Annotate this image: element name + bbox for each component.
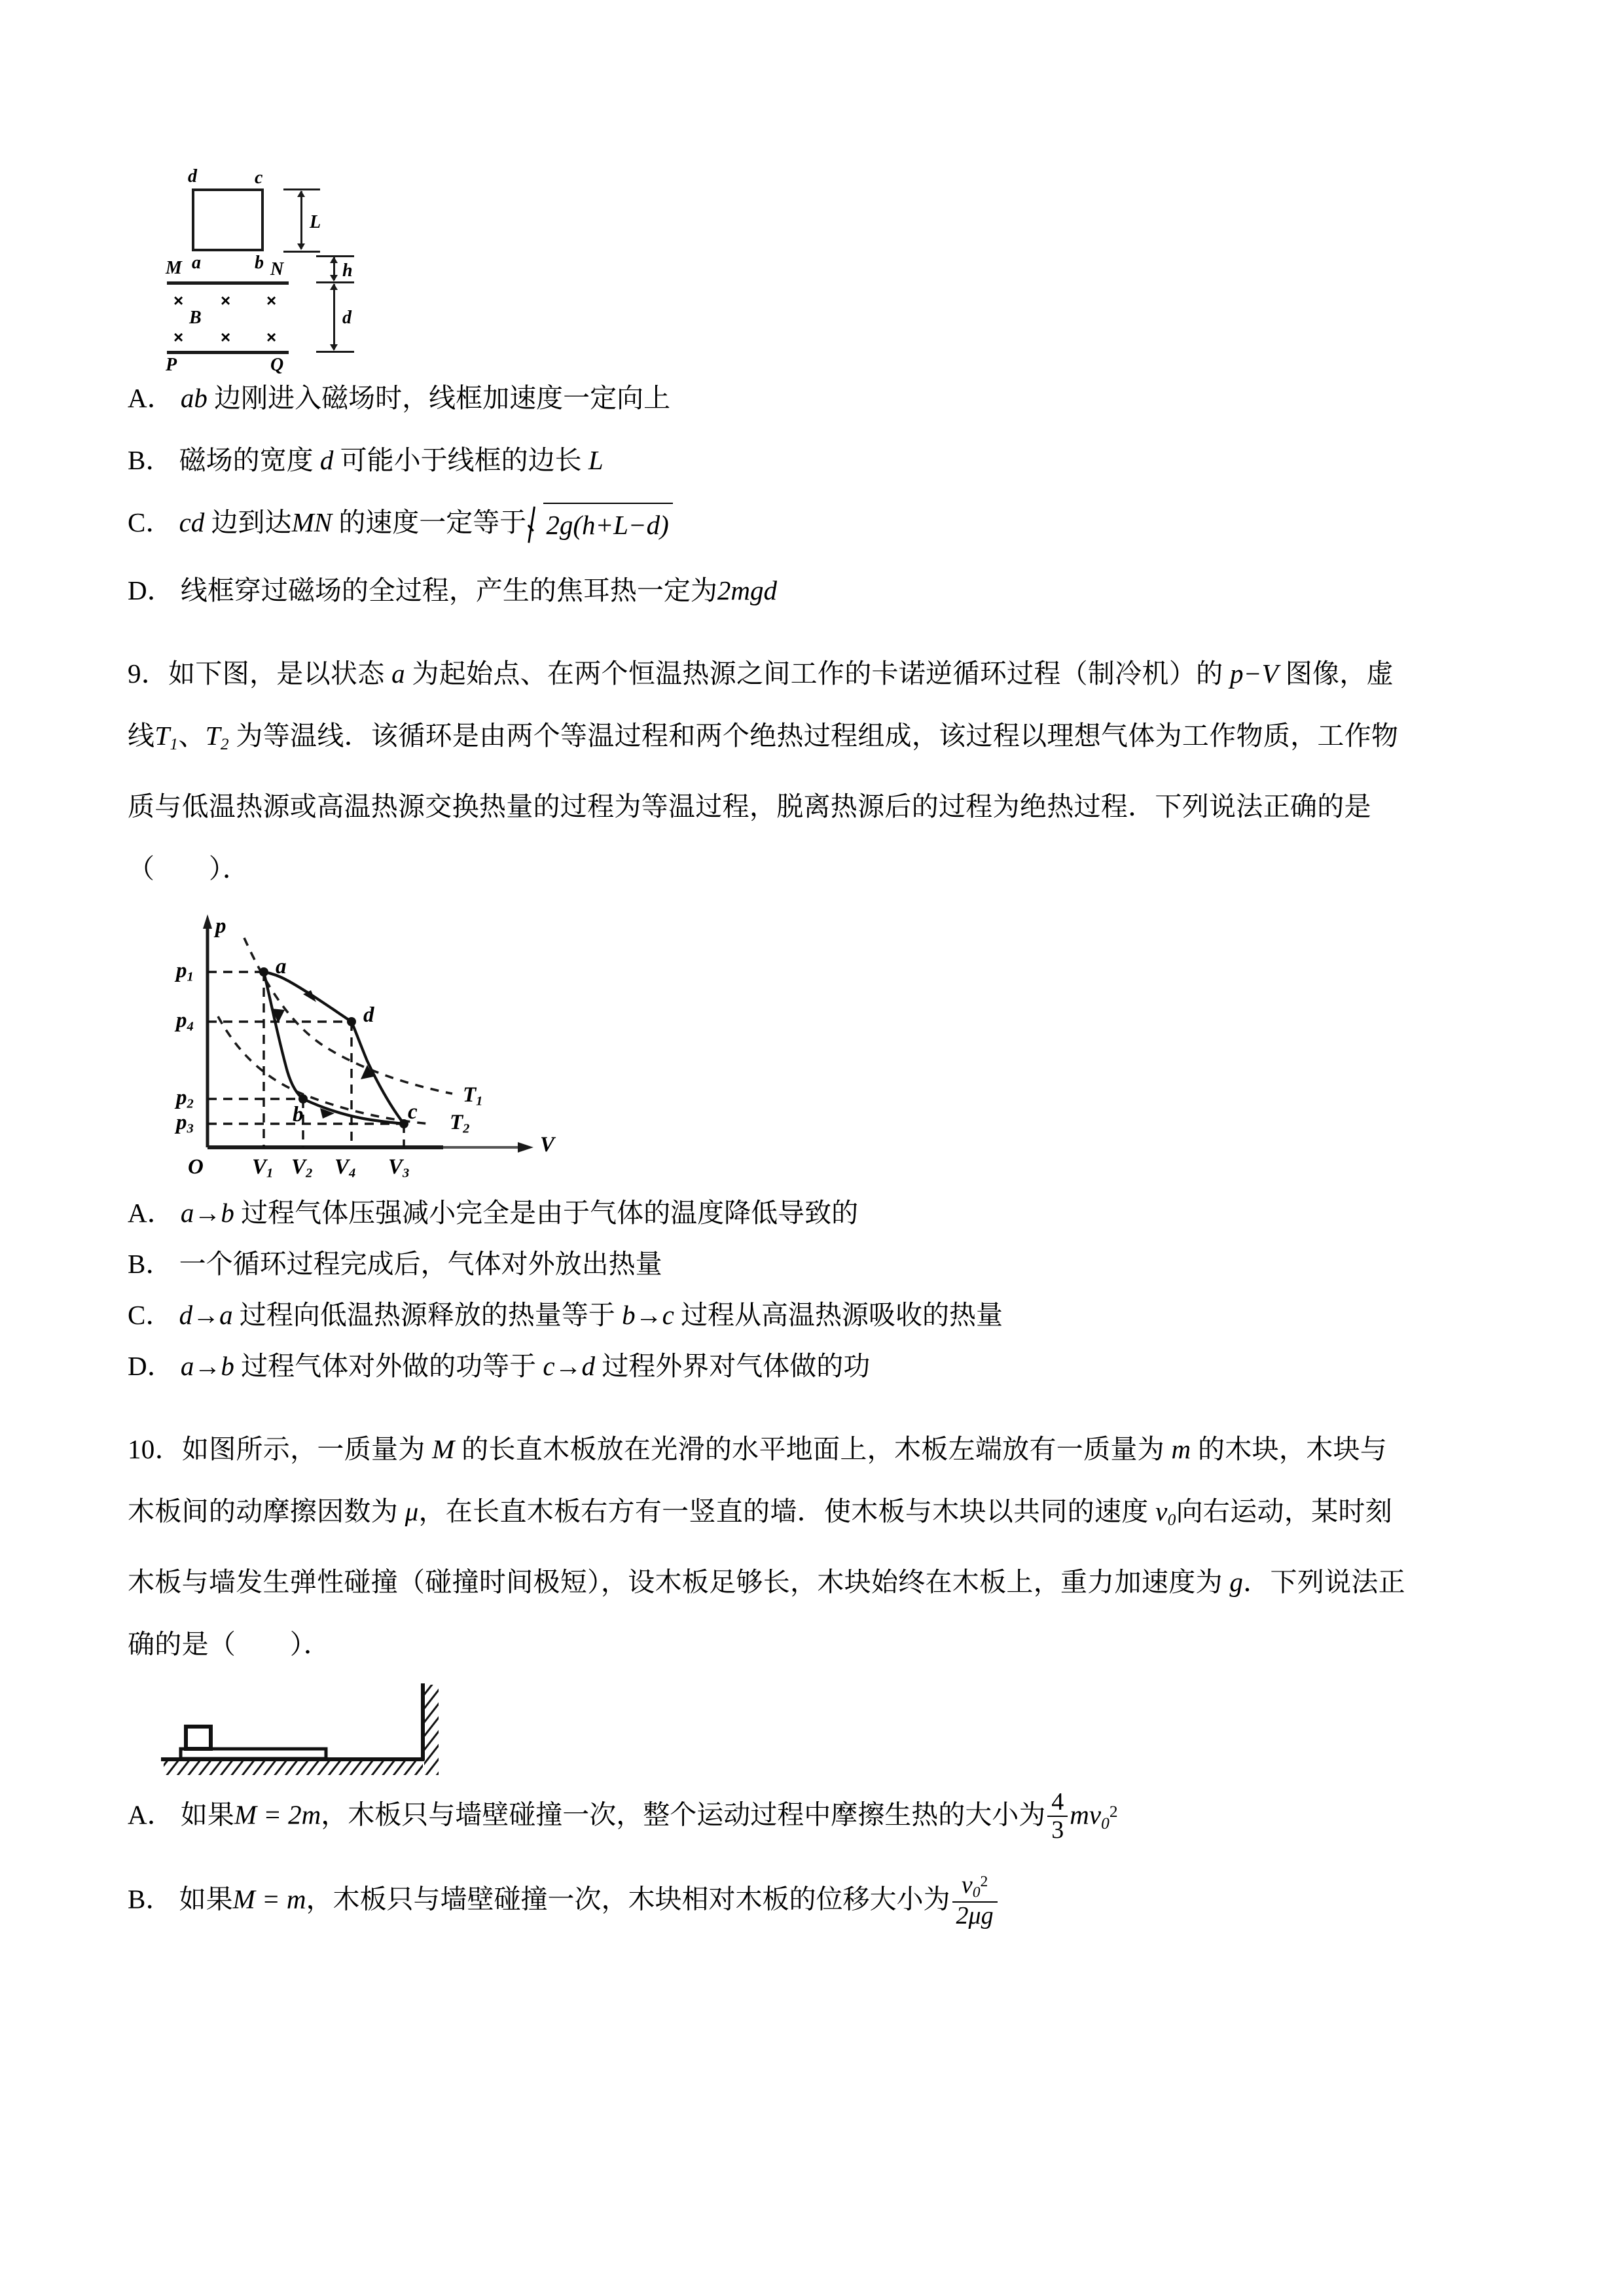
- point-b-marker: [298, 1094, 308, 1103]
- q8-option-c-var-1: cd: [179, 507, 205, 537]
- q8-option-c-var-2: MN: [291, 507, 333, 537]
- q10-stem-3b: ．下列说法正: [1243, 1566, 1405, 1597]
- q9-stem-T1: T: [154, 720, 170, 751]
- pv-tick-p3-base: p: [176, 1110, 187, 1134]
- q10-option-a[interactable]: [128, 1787, 1456, 1848]
- q8-options: [128, 380, 1456, 609]
- q10-stem-2a: 木板间的动摩擦因数为: [128, 1496, 405, 1526]
- rail-N-label: N: [270, 259, 284, 279]
- q9-stem-2b: 、: [178, 720, 206, 751]
- point-c-marker: [399, 1119, 408, 1128]
- q10-option-b-frac-num-v: v: [961, 1871, 973, 1899]
- pv-tick-V2: [291, 1157, 312, 1180]
- dim-h-label: h: [342, 260, 353, 281]
- q8-option-c[interactable]: [128, 504, 1456, 547]
- figure-loop-magnetic-field: [155, 164, 365, 380]
- field-cross-5: ×: [221, 327, 231, 347]
- q8-option-b-letter: B．: [128, 445, 173, 475]
- q9-options: [128, 1194, 1456, 1384]
- pv-tick-V2-base: V: [291, 1155, 306, 1179]
- q10-stem-var-M: M: [432, 1433, 455, 1464]
- q10-option-a-tail: mv: [1070, 1799, 1102, 1830]
- radical-icon: [526, 503, 543, 545]
- pv-T2-base: T: [450, 1110, 463, 1134]
- q10-stem-2c: 向右运动，某时刻: [1176, 1496, 1393, 1526]
- q10-option-a-text-2: ，木板只与墙壁碰撞一次，整个运动过程中摩擦生热的大小为: [321, 1799, 1046, 1830]
- pv-T2-sub: 2: [463, 1121, 470, 1136]
- q8-option-c-text-2: 的速度一定等于: [332, 507, 527, 537]
- pv-tick-V3-base: V: [388, 1155, 403, 1179]
- q10-option-a-frac-num: 4: [1051, 1787, 1064, 1816]
- q10-option-a-frac-den: 3: [1047, 1816, 1068, 1844]
- q10-option-a-equation: M = 2m: [234, 1799, 321, 1830]
- rail-PQ: [167, 351, 289, 354]
- q9-stem-T2-sub: 2: [220, 734, 229, 753]
- q9-stem-2c: 为等温线．该循环是由两个等温过程和两个绝热过程组成，该过程以理想气体为工作物质，工作物: [228, 720, 1399, 751]
- dim-L-bottom-tick: [283, 251, 320, 253]
- q10-option-a-text-1: 如果: [180, 1799, 234, 1830]
- field-cross-4: ×: [173, 327, 184, 347]
- field-cross-3: ×: [266, 291, 277, 310]
- q8-option-a-letter: A．: [128, 383, 174, 413]
- block: [186, 1727, 211, 1749]
- q9-stem-1a: 如下图，是以状态: [168, 658, 392, 689]
- pv-tick-p3: [176, 1112, 194, 1136]
- loop-corner-b-label: b: [255, 253, 264, 273]
- pv-point-d-label: d: [363, 1003, 374, 1027]
- q10-option-b-frac-den: 2μg: [952, 1901, 998, 1929]
- dim-L-label: L: [310, 212, 321, 232]
- pv-tick-p3-sub: 3: [187, 1121, 194, 1136]
- pv-diagram-svg: [147, 900, 645, 1194]
- q10-option-b-frac-num-sup: 2: [980, 1873, 988, 1890]
- pv-tick-V4-sub: 4: [349, 1166, 356, 1181]
- q9-stem-line-2: [128, 705, 1456, 776]
- q10-stem-line-4: 确的是（ ）．: [128, 1628, 331, 1659]
- rail-MN: [167, 281, 289, 285]
- q8-option-d-formula: 2mgd: [717, 575, 777, 605]
- q9-stem: [128, 643, 1456, 900]
- q9-stem-line-1: [128, 643, 1456, 705]
- q9-option-d[interactable]: [128, 1348, 1456, 1384]
- pv-T1-base: T: [463, 1083, 477, 1107]
- q9-stem-2a: 线: [128, 720, 155, 751]
- dim-d-line: [333, 284, 335, 350]
- q10-stem-1a: 如图所示，一质量为: [181, 1433, 433, 1464]
- q9-option-c-text-2: 过程从高温热源吸收的热量: [674, 1299, 1003, 1330]
- rail-P-label: P: [166, 355, 177, 375]
- q8-option-d-letter: D．: [128, 575, 174, 605]
- q9-option-d-letter: D．: [128, 1350, 174, 1381]
- v-axis-arrow-icon: [518, 1142, 533, 1153]
- point-a-marker: [259, 967, 268, 977]
- q9-stem-1c: 图像，虚: [1278, 658, 1394, 689]
- loop-corner-d-label: d: [188, 166, 197, 187]
- pv-tick-p2-sub: 2: [187, 1096, 194, 1111]
- process-a-to-b: [264, 972, 303, 1099]
- pv-v-axis-label: V: [540, 1132, 555, 1157]
- q9-option-a-process: a→b: [180, 1197, 234, 1228]
- pv-tick-p1-base: p: [176, 958, 187, 982]
- q9-option-c-letter: C．: [128, 1299, 173, 1330]
- pv-tick-p4: [176, 1010, 194, 1033]
- q10-stem-2b: ，在长直木板右方有一竖直的墙．使木板与木块以共同的速度: [418, 1496, 1156, 1526]
- pv-tick-V4: [334, 1157, 355, 1180]
- q9-option-a-letter: A．: [128, 1197, 174, 1228]
- q10-stem-var-m: m: [1171, 1433, 1191, 1464]
- q8-option-c-text-1: 边到达: [204, 507, 292, 537]
- pv-isotherm-T2-label: [450, 1112, 469, 1136]
- dim-L-line: [300, 191, 302, 249]
- q9-option-a-text: 过程气体压强减小完全是由于气体的温度降低导致的: [234, 1197, 859, 1228]
- q10-option-b-letter: B．: [128, 1884, 173, 1914]
- pv-tick-V3: [388, 1157, 409, 1180]
- pv-tick-V4-base: V: [334, 1155, 350, 1179]
- q8-option-a-text: 边刚进入磁场时，线框加速度一定向上: [207, 383, 671, 413]
- q10-option-a-tail-sub: 0: [1101, 1814, 1110, 1833]
- q9-option-c[interactable]: [128, 1297, 1456, 1333]
- q10-stem-var-g: g: [1229, 1566, 1244, 1597]
- q10-option-b-frac-num: [958, 1873, 992, 1901]
- pv-tick-p2-base: p: [176, 1085, 187, 1109]
- q9-stem-var-a: a: [391, 658, 405, 689]
- q8-option-a[interactable]: [128, 380, 1456, 416]
- point-d-marker: [347, 1017, 356, 1026]
- q10-stem-var-mu: μ: [405, 1496, 419, 1526]
- q8-option-c-letter: C．: [128, 507, 173, 537]
- plank-figure-svg: [157, 1676, 465, 1787]
- dim-d-bottom-tick: [316, 351, 354, 353]
- q10-options: [128, 1787, 1456, 1930]
- q9-option-c-process-2: b→c: [622, 1299, 674, 1330]
- dim-h-arrow-down: [330, 275, 338, 281]
- q8-option-a-variable: ab: [180, 383, 208, 413]
- q10-option-b[interactable]: [128, 1871, 1456, 1931]
- dim-d-arrow-down: [330, 344, 338, 351]
- q8-option-b-text-2: 可能小于线框的边长: [333, 445, 588, 475]
- q9-option-d-text-1: 过程气体对外做的功等于: [234, 1350, 543, 1381]
- q10-stem-line-3: [128, 1551, 1456, 1613]
- q10-stem-1b: 的长直木板放在光滑的水平地面上，木板左端放有一质量为: [454, 1433, 1172, 1464]
- q9-option-b-text: 一个循环过程完成后，气体对外放出热量: [179, 1248, 662, 1279]
- q10-stem-line-2: [128, 1480, 1456, 1551]
- figure-pv-carnot-diagram: [147, 900, 645, 1194]
- q10-stem-var-v0: v: [1155, 1496, 1168, 1526]
- pv-tick-p4-base: p: [176, 1008, 187, 1032]
- pv-point-c-label: c: [408, 1100, 418, 1124]
- q9-option-d-process-2: c→d: [543, 1350, 596, 1381]
- q10-option-a-tail-sup: 2: [1109, 1802, 1118, 1821]
- dim-d-arrow-up: [330, 283, 338, 290]
- field-cross-1: ×: [173, 291, 184, 310]
- q9-option-b[interactable]: [128, 1246, 1456, 1282]
- q10-stem: [128, 1418, 1456, 1676]
- q9-stem-pv: p−V: [1229, 658, 1279, 689]
- figure-plank-block-wall: [157, 1676, 465, 1787]
- q9-option-c-process-1: d→a: [179, 1299, 233, 1330]
- q10-option-b-text-1: 如果: [179, 1884, 233, 1914]
- rail-Q-label: Q: [270, 355, 284, 375]
- p-axis-arrow-icon: [203, 914, 212, 929]
- pv-origin-label: O: [188, 1155, 204, 1179]
- field-cross-6: ×: [266, 327, 277, 347]
- pv-tick-V1-sub: 1: [266, 1166, 274, 1181]
- pv-tick-V1: [252, 1157, 273, 1180]
- loop-corner-c-label: c: [255, 168, 263, 188]
- q8-option-b-var-2: L: [588, 445, 604, 475]
- pv-isotherm-T1-label: [463, 1085, 482, 1108]
- pv-p-axis-label: p: [215, 914, 226, 938]
- q10-stem-1c: 的木块，木块与: [1191, 1433, 1388, 1464]
- page-content: [128, 164, 1456, 1930]
- q9-stem-T2: T: [205, 720, 221, 751]
- dim-L-arrow-down: [297, 243, 305, 250]
- q10-stem-3a: 木板与墙发生弹性碰撞（碰撞时间极短），设木板足够长，木块始终在木板上，重力加速度为: [128, 1566, 1230, 1597]
- wall-hatching: [424, 1685, 439, 1775]
- conducting-loop: [192, 188, 264, 251]
- pv-tick-p2: [176, 1087, 194, 1111]
- q9-option-d-text-2: 过程外界对气体做的功: [595, 1350, 871, 1381]
- ground-hatching: [164, 1761, 423, 1775]
- pv-tick-p1: [176, 960, 194, 984]
- pv-tick-V3-sub: 3: [403, 1166, 410, 1181]
- q10-option-b-equation: M = m: [232, 1884, 306, 1914]
- q9-option-d-process-1: a→b: [180, 1350, 234, 1381]
- loop-corner-a-label: a: [192, 253, 201, 273]
- q8-option-b-var-1: d: [319, 445, 334, 475]
- q9-stem-T1-sub: 1: [170, 734, 179, 753]
- pv-tick-p4-sub: 4: [187, 1019, 194, 1034]
- q9-option-c-text-1: 过程向低温热源释放的热量等于: [232, 1299, 623, 1330]
- q8-option-b-text-1: 磁场的宽度: [179, 445, 320, 475]
- pv-tick-V1-base: V: [252, 1155, 267, 1179]
- pv-tick-V2-sub: 2: [306, 1166, 313, 1181]
- q9-stem-1b: 为起始点、在两个恒温热源之间工作的卡诺逆循环过程（制冷机）的: [405, 658, 1230, 689]
- q10-option-b-text-2: ，木板只与墙壁碰撞一次，木块相对木板的位移大小为: [306, 1884, 950, 1914]
- q8-option-d-text: 线框穿过磁场的全过程，产生的焦耳热一定为: [180, 575, 717, 605]
- q9-stem-line-3: 质与低温热源或高温热源交换热量的过程为等温过程，脱离热源后的过程为绝热过程．下列说法正确的是: [128, 791, 1371, 821]
- dim-d-label: d: [342, 308, 352, 328]
- dim-L-arrow-up: [297, 190, 305, 197]
- q10-option-b-frac-num-sub: 0: [972, 1884, 981, 1901]
- q8-option-c-formula: 2g(h+L−d): [543, 503, 672, 545]
- q10-option-b-fraction: [952, 1873, 998, 1929]
- q9-stem-line-4: （ ）．: [128, 853, 249, 884]
- q8-option-c-sqrt: [526, 503, 672, 545]
- rail-M-label: M: [166, 258, 182, 278]
- q10-number: 10．: [128, 1433, 182, 1464]
- q10-stem-var-v0-sub: 0: [1167, 1510, 1176, 1529]
- dim-h-arrow-up: [330, 257, 338, 263]
- pv-tick-p1-sub: 1: [187, 969, 194, 984]
- q9-option-b-letter: B．: [128, 1248, 173, 1279]
- pv-point-a-label: a: [276, 954, 287, 978]
- field-B-label: B: [189, 308, 202, 328]
- q8-option-d[interactable]: [128, 572, 1456, 609]
- q8-option-b[interactable]: [128, 442, 1456, 478]
- q10-option-a-letter: A．: [128, 1799, 174, 1830]
- pv-T1-sub: 1: [476, 1094, 483, 1109]
- q10-stem-line-1: [128, 1418, 1456, 1480]
- q9-option-a[interactable]: [128, 1194, 1456, 1231]
- field-cross-2: ×: [221, 291, 231, 310]
- q10-option-a-fraction: [1047, 1789, 1068, 1844]
- q9-number: 9．: [128, 658, 169, 689]
- pv-point-b-label: b: [293, 1102, 304, 1126]
